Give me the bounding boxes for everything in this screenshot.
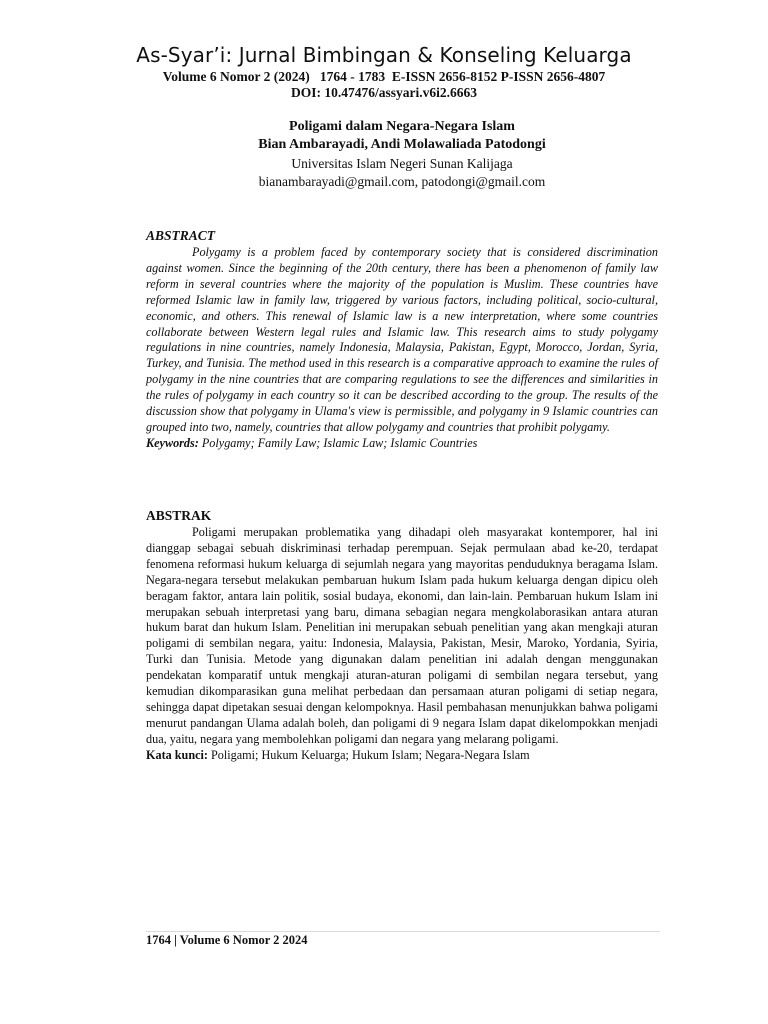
author-emails: bianambarayadi@gmail.com, patodongi@gmail.com xyxy=(258,174,546,189)
abstract-english xyxy=(146,228,658,452)
keywords-list: Polygamy; Family Law; Islamic Law; Islamic Countries xyxy=(198,435,478,450)
keywords-line xyxy=(146,436,658,452)
doi-line: DOI: 10.47476/assyari.v6i2.6663 xyxy=(290,85,477,100)
abstract-text: Polygamy is a problem faced by contemporary society that is considered discrimination against women. Since the beginning of the 20th century, there has been a phenomenon of family law reform in several countries where the majority of the population is Muslim. These countries have reformed Islamic law in family law, triggered by various factors, including political, socio-cultural, economic, and others. This renewal of Islamic law is a new interpretation, where some countries collaborate between Western legal rules and Islamic law. This research aims to study polygamy regulations in nine countries, namely Indonesia, Malaysia, Pakistan, Egypt, Morocco, Jordan, Syria, Turkey, and Tunisia. The method used in this research is a comparative approach to examine the rules of polygamy in the nine countries that are comparing regulations to see the differences and similarities in the rules of polygamy in each country so it can be described according to the group. The results of the discussion show that polygamy in Ulama's view is permissible, and polygamy in 9 Islamic countries can grouped into two, namely, countries that allow polygamy and countries that prohibit polygamy. xyxy=(146,245,658,434)
kata-kunci-line xyxy=(146,748,658,764)
article-title: Poligami dalam Negara-Negara Islam xyxy=(289,119,515,134)
kata-kunci-list: Poligami; Hukum Keluarga; Hukum Islam; Negara-Negara Islam xyxy=(207,747,530,762)
volume-issn-line: Volume 6 Nomor 2 (2024) 1764 - 1783 E-ISSN 2656-8152 P-ISSN 2656-4807 xyxy=(162,69,606,84)
abstrak-text: Poligami merupakan problematika yang dihadapi oleh masyarakat kontemporer, hal ini dianggap sebagai sebuah diskriminasi terhadap perempuan. Sejak permulaan abad ke-20, terdapat fenomena reformasi hukum keluarga di sejumlah negara yang mayoritas penduduknya beragama Islam. Negara-negara tersebut melakukan pembaruan hukum Islam pada hukum keluarga dengan dipicu oleh beragam faktor, antara lain politik, sosial budaya, ekonomi, dan lain-lain. Pembaruan hukum Islam ini merupakan sebuah interpretasi yang baru, dimana sebagian negara mengkolaborasikan antara aturan hukum barat dan hukum Islam. Penelitian ini merupakan sebuah penelitian yang akan mengkaji aturan poligami di sembilan negara, yaitu: Indonesia, Malaysia, Pakistan, Mesir, Maroko, Yordania, Syiria, Turki dan Tunisia. Metode yang digunakan dalam penelitian ini adalah dengan menggunakan pendekatan komparatif untuk mengkaji aturan-aturan poligami di sembilan negara tersebut, yang kemudian dikomparasikan guna melihat perbedaan dan persamaan aturan poligami di setiap negara, sehingga dapat dipetakan sesuai dengan kelompoknya. Hasil pembahasan menunjukkan bahwa poligami menurut pandangan Ulama adalah boleh, dan poligami di 9 negara Islam dapat dikelompokkan menjadi dua, yaitu, negara yang membolehkan poligami dan negara yang melarang poligami. xyxy=(146,525,658,746)
abstract-heading: ABSTRACT xyxy=(146,228,216,243)
author-affiliation: Universitas Islam Negeri Sunan Kalijaga xyxy=(291,156,513,171)
footer-divider xyxy=(146,931,660,932)
keywords-label: Keywords: xyxy=(146,435,199,450)
kata-kunci-label: Kata kunci: xyxy=(146,747,208,762)
abstract-indonesian xyxy=(146,508,658,764)
page-footer: 1764 | Volume 6 Nomor 2 2024 xyxy=(146,933,308,947)
article-authors: Bian Ambarayadi, Andi Molawaliada Patodongi xyxy=(258,137,546,152)
journal-title: As-Syar’i: Jurnal Bimbingan & Konseling Keluarga xyxy=(136,43,632,67)
abstrak-heading: ABSTRAK xyxy=(146,508,212,523)
